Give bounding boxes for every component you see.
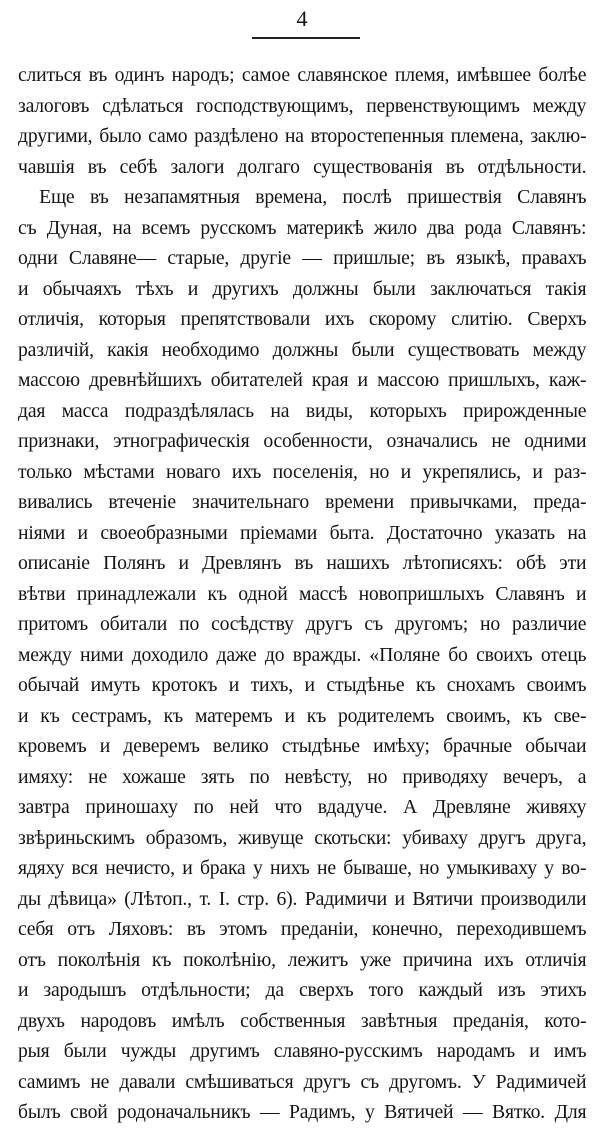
header-rule [252,37,360,39]
text-line: чавшія въ себѣ залоги долгаго существованія въ отдѣльности. [18,155,587,178]
text-line: вѣтви принадлежали къ одной массѣ новопришлыхъ Славянъ и [18,582,587,605]
text-line: рыя были чужды другимъ славяно-русскимъ народамъ и имъ [18,1040,587,1062]
text-line: признаки, этнографическія особенности, означались не одними [18,430,587,452]
text-line: ніями и своеобразными пріемами быта. Достаточно указать на [18,521,587,544]
text-line: слиться въ одинъ народъ; самое славянское племя, имѣвшее болѣе [18,64,587,86]
text-line: завтра приношаху по ней что вдадуче. А Древляне живяху [18,796,587,818]
text-line: ядяху вся нечисто, и брака у нихъ не бываше, но умыкиваху у во- [18,857,587,879]
text-line: самимъ не давали смѣшиваться другъ съ другомъ. У Радимичей [18,1070,587,1093]
text-line: притомъ обитали по сосѣдству другъ съ другомъ; но различие [18,613,587,635]
text-line: двухъ народовъ имѣлъ собственныя завѣтныя преданія, кото- [18,1009,587,1032]
text-line: другими, было само раздѣлено на второстепенныя племена, заклю- [18,125,587,147]
text-line: и зародышъ отдѣльности; да сверхъ того каждый изъ этихъ [18,979,587,1001]
text-line: кровемъ и деверемъ велико стыдѣнье имѣху; брачные обычаи [18,735,587,757]
text-line: одни Славяне— старые, другіе — пришлые; въ языкѣ, правахъ [18,247,587,269]
text-line: ды дѣвица» (Лѣтоп., т. I. стр. 6). Радимичи и Вятичи производили [18,887,587,910]
text-line: описаніе Полянъ и Древлянъ въ нашихъ лѣтописяхъ: обѣ эти [18,552,587,574]
text-line: различій, какія необходимо должны были существовать между [18,338,587,361]
text-line: былъ свой родоначальникъ — Радимъ, у Вятичей — Вятко. Для [18,1101,587,1123]
page-number: 4 [296,6,308,31]
text-line: залоговъ сдѣлаться господствующимъ, первенствующимъ между [18,94,587,117]
body-text [18,60,586,1128]
text-line: и обычаяхъ тѣхъ и другихъ должны были заключаться такія [18,277,587,300]
text-line: себя отъ Ляховъ: въ этомъ преданіи, конечно, переходившемъ [18,918,587,940]
text-line: обычай имуть кротокъ и тихъ, и стыдѣнье къ снохамъ своимъ [18,674,587,696]
text-line: дая масса подраздѣлялась на виды, которыхъ прирожденные [18,399,587,422]
text-line: звѣриньскимъ образомъ, живуще скотьски: убиваху другъ друга, [18,826,587,849]
text-line: отъ поколѣнія къ поколѣнію, лежитъ уже причина ихъ отличія [18,948,587,971]
text-line: массою древнѣйшихъ обитателей края и массою пришлыхъ, каж- [18,369,587,391]
text-line: вивались втеченіе значительнаго времени привычками, преда- [18,491,587,513]
text-line: и къ сестрамъ, къ матеремъ и къ родителемъ своимъ, къ све- [18,704,587,727]
text-line: отличія, которыя препятствовали ихъ скорому слитію. Сверхъ [18,308,587,330]
text-line: между ними доходило даже до вражды. «Поляне бо своихъ отець [18,643,587,666]
paragraph-start-line: Еще въ незапамятныя времена, послѣ пришествія Славянъ [39,186,587,208]
text-line: имяху: не хожаше зять по невѣсту, но приводяху вечеръ, а [18,765,587,788]
text-line: съ Дуная, на всемъ русскомъ материкѣ жило два рода Славянъ: [18,216,587,239]
text-line: только мѣстами новаго ихъ поселенія, но и укрепялись, и раз- [18,460,587,483]
